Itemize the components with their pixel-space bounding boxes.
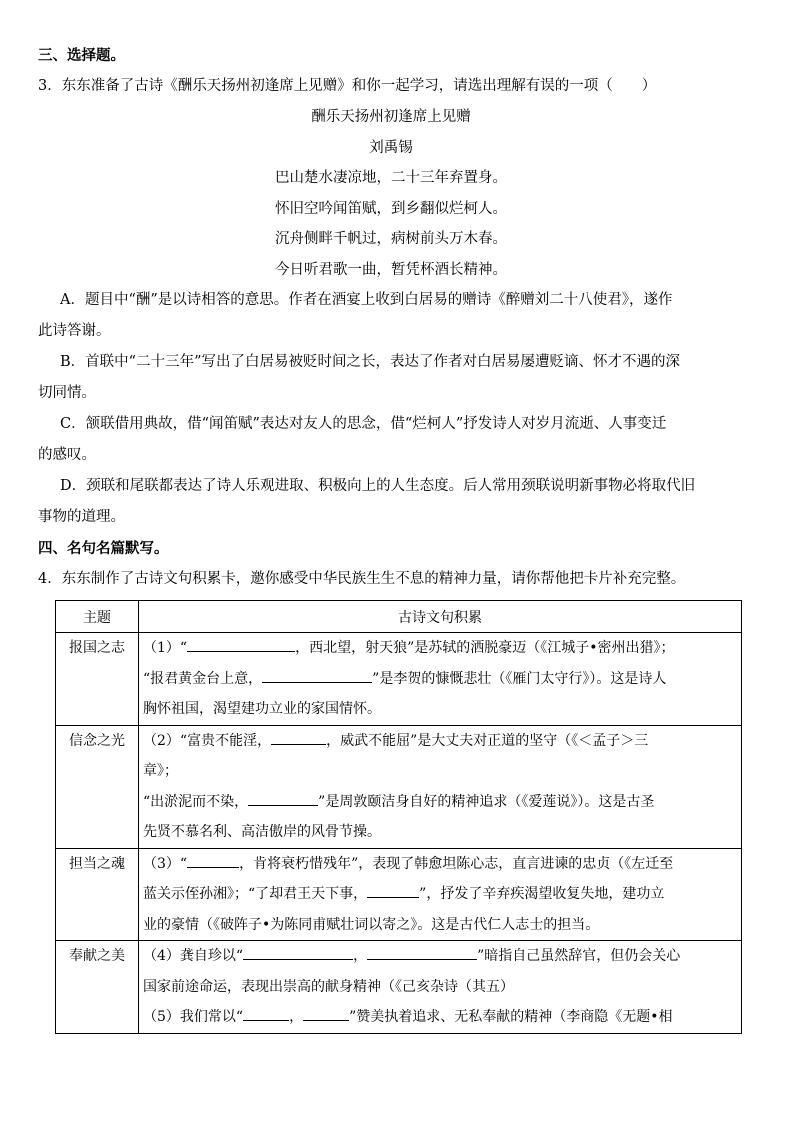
option-line: 切同情。	[38, 385, 96, 401]
table-row	[56, 941, 742, 1034]
option-d[interactable]	[38, 471, 744, 533]
poem-line: 怀旧空吟闻笛赋，到乡翻似烂柯人。	[275, 200, 507, 217]
row-content: （1）“ ，西北望，射天狼”是苏轼的洒脱豪迈（《江城子•密州出猎》； “报君黄金台上意， ”是李贺的慷慨悲壮（《雁门太守行》）。这是诗人 胸怀祖国，渴望建功立业的家国情怀。	[139, 633, 742, 726]
worksheet-page	[38, 40, 744, 595]
accumulation-table	[55, 600, 742, 1034]
section-heading: 四、名句名篇默写。	[38, 540, 169, 557]
row-content: （3）“ ，肯将衰朽惜残年”，表现了韩愈坦陈心志，直言进谏的忠贞（《左迁至 蓝关示侄孙湘》；“了却君王天下事， ”，抒发了辛弃疾渴望收复失地，建功立 业的豪情（《破阵子•为陈同甫赋壮词以寄之》。这是古代仁人志士的担当。	[139, 848, 742, 941]
row-content: （4）龚自珍以“ ， ”暗指自己虽然辞官，但仍会关心 国家前途命运，表现出崇高的献身精神（《己亥杂诗（其五） （5）我们常以“ ， ”赞美执着追求、无私奉献的精神（李商隐《无题•相	[139, 941, 742, 1034]
poem-title: 酬乐天扬州初逢席上见赠	[311, 109, 471, 125]
option-line: 的感叹。	[38, 447, 96, 463]
section-heading: 三、选择题。	[38, 47, 125, 64]
option-line: A．题目中“酬”是以诗相答的意思。作者在酒宴上收到白居易的赠诗《醉赠刘二十八使君》，遂作	[60, 292, 673, 308]
table-row	[56, 848, 742, 941]
poem-author: 刘禹锡	[369, 139, 413, 156]
option-line: 此诗答谢。	[38, 323, 111, 339]
question-text: 4．东东制作了古诗文句积累卡，邀你感受中华民族生生不息的精神力量，请你帮他把卡片补充完整。	[38, 571, 686, 587]
option-c[interactable]	[38, 409, 744, 471]
answer-blank[interactable]	[187, 853, 239, 868]
poem-line: 巴山楚水凄凉地，二十三年弃置身。	[275, 170, 507, 186]
question-text: 3．东东准备了古诗《酬乐天扬州初逢席上见赠》和你一起学习，请选出理解有误的一项（ ）	[38, 78, 657, 94]
answer-blank[interactable]	[262, 668, 372, 683]
poem-line: 今日听君歌一曲，暂凭杯酒长精神。	[275, 261, 507, 278]
row-theme: 报国之志	[56, 633, 139, 726]
answer-blank[interactable]	[303, 1006, 349, 1021]
poem-block	[38, 102, 744, 285]
answer-blank[interactable]	[243, 1006, 289, 1021]
answer-blank[interactable]	[367, 945, 477, 960]
table-row	[56, 633, 742, 726]
row-theme: 担当之魂	[56, 848, 139, 941]
header-content: 古诗文句积累	[139, 601, 742, 633]
answer-blank[interactable]	[187, 637, 295, 652]
answer-blank[interactable]	[367, 883, 419, 898]
option-a[interactable]	[38, 285, 744, 347]
table-row	[56, 725, 742, 848]
table-header-row	[56, 601, 742, 633]
row-theme: 奉献之美	[56, 941, 139, 1034]
answer-blank[interactable]	[243, 945, 353, 960]
poem-line: 沉舟侧畔千帆过，病树前头万木春。	[275, 231, 507, 247]
row-theme: 信念之光	[56, 725, 139, 848]
answer-blank[interactable]	[271, 730, 326, 745]
answer-blank[interactable]	[248, 791, 318, 806]
option-line: 事物的道理。	[38, 509, 125, 525]
option-line: B．首联中“二十三年”写出了白居易被贬时间之长，表达了作者对白居易屡遭贬谪、怀才不遇的深	[60, 354, 680, 370]
row-content: （2）“富贵不能淫， ，威武不能屈”是大丈夫对正道的坚守（《＜孟子＞三 章》； “出淤泥而不染， ”是周敦颐洁身自好的精神追求（《爱莲说》）。这是古圣 先贤不慕名利、高洁傲岸的风骨节操。	[139, 725, 742, 848]
header-theme: 主题	[56, 601, 139, 633]
option-b[interactable]	[38, 347, 744, 409]
option-line: D．颈联和尾联都表达了诗人乐观进取、积极向上的人生态度。后人常用颈联说明新事物必将取代旧	[60, 478, 696, 494]
option-line: C．颔联借用典故，借“闻笛赋”表达对友人的思念，借“烂柯人”抒发诗人对岁月流逝、人事变迁	[60, 416, 667, 432]
